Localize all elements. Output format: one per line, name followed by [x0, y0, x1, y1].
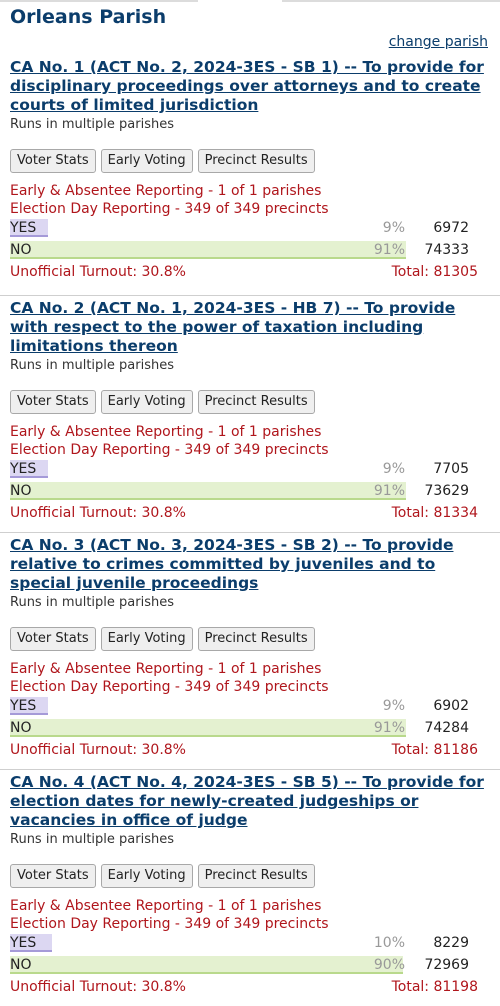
choice-no-row	[10, 240, 490, 262]
choice-no-votes: 74333	[424, 242, 469, 258]
race-scope-note: Runs in multiple parishes	[10, 117, 174, 132]
race-title-link[interactable]: CA No. 4 (ACT No. 4, 2024-3ES - SB 5) -- To provide for election dates for newly-created judgeships or vacancies in office of judge	[10, 773, 484, 829]
choice-yes-percent: 9%	[382, 220, 405, 236]
choice-no-votes: 73629	[424, 483, 469, 499]
turnout-row	[10, 977, 490, 997]
race-title-link[interactable]: CA No. 2 (ACT No. 1, 2024-3ES - HB 7) -- To provide with respect to the power of taxation including limitations thereon	[10, 299, 456, 355]
early-voting-button[interactable]: Early Voting	[101, 864, 193, 888]
voter-stats-button[interactable]: Voter Stats	[10, 627, 96, 651]
choice-yes-label: YES	[10, 461, 37, 477]
voter-stats-button[interactable]: Voter Stats	[10, 149, 96, 173]
race-scope-note: Runs in multiple parishes	[10, 358, 174, 373]
turnout-row	[10, 262, 490, 282]
choice-no-label: NO	[10, 483, 32, 499]
precinct-results-button[interactable]: Precinct Results	[198, 627, 315, 651]
choice-no-label: NO	[10, 720, 32, 736]
choice-yes-percent: 9%	[382, 461, 405, 477]
early-absentee-reporting: Early & Absentee Reporting - 1 of 1 parishes	[10, 183, 322, 199]
race-button-row	[10, 149, 490, 173]
race-title-link[interactable]: CA No. 1 (ACT No. 2, 2024-3ES - SB 1) -- To provide for disciplinary proceedings over attorneys and to create courts of limited jurisdiction	[10, 58, 484, 114]
race-scope-note: Runs in multiple parishes	[10, 832, 174, 847]
precinct-results-button[interactable]: Precinct Results	[198, 390, 315, 414]
choice-yes-label: YES	[10, 220, 37, 236]
race-card	[0, 532, 500, 769]
election-day-reporting: Election Day Reporting - 349 of 349 precincts	[10, 916, 329, 932]
race-button-row	[10, 864, 490, 888]
choice-no-percent: 91%	[373, 242, 405, 258]
race-list	[0, 58, 500, 1006]
precinct-results-button[interactable]: Precinct Results	[198, 864, 315, 888]
voter-stats-button[interactable]: Voter Stats	[10, 390, 96, 414]
unofficial-turnout: Unofficial Turnout: 30.8%	[10, 264, 186, 280]
choice-yes-percent: 9%	[382, 698, 405, 714]
election-day-reporting: Election Day Reporting - 349 of 349 precincts	[10, 201, 329, 217]
election-day-reporting: Election Day Reporting - 349 of 349 precincts	[10, 679, 329, 695]
choice-no-label: NO	[10, 242, 32, 258]
race-card	[0, 769, 500, 1006]
early-voting-button[interactable]: Early Voting	[101, 627, 193, 651]
choice-no-row	[10, 481, 490, 503]
race-card	[0, 295, 500, 532]
choice-yes-votes: 6972	[433, 220, 469, 236]
choice-yes-label: YES	[10, 698, 37, 714]
race-button-row	[10, 390, 490, 414]
unofficial-turnout: Unofficial Turnout: 30.8%	[10, 979, 186, 995]
top-tab-strip	[0, 0, 500, 2]
precinct-results-button[interactable]: Precinct Results	[198, 149, 315, 173]
early-absentee-reporting: Early & Absentee Reporting - 1 of 1 parishes	[10, 898, 322, 914]
choice-yes-votes: 7705	[433, 461, 469, 477]
total-votes: Total: 81186	[391, 742, 478, 758]
choice-yes-row	[10, 933, 490, 955]
choice-yes-votes: 8229	[433, 935, 469, 951]
tab-edge-left	[0, 0, 198, 2]
choice-no-label: NO	[10, 957, 32, 973]
voter-stats-button[interactable]: Voter Stats	[10, 864, 96, 888]
choice-no-votes: 74284	[424, 720, 469, 736]
choice-yes-votes: 6902	[433, 698, 469, 714]
no-result-bar	[10, 241, 406, 259]
early-voting-button[interactable]: Early Voting	[101, 149, 193, 173]
choice-no-percent: 91%	[373, 720, 405, 736]
no-result-bar	[10, 482, 406, 500]
choice-no-row	[10, 955, 490, 977]
total-votes: Total: 81305	[391, 264, 478, 280]
choice-no-percent: 91%	[373, 483, 405, 499]
election-day-reporting: Election Day Reporting - 349 of 349 precincts	[10, 442, 329, 458]
choice-yes-row	[10, 696, 490, 718]
race-scope-note: Runs in multiple parishes	[10, 595, 174, 610]
race-button-row	[10, 627, 490, 651]
choice-no-votes: 72969	[424, 957, 469, 973]
early-absentee-reporting: Early & Absentee Reporting - 1 of 1 parishes	[10, 661, 322, 677]
turnout-row	[10, 740, 490, 760]
choice-yes-label: YES	[10, 935, 37, 951]
choice-yes-row	[10, 459, 490, 481]
unofficial-turnout: Unofficial Turnout: 30.8%	[10, 742, 186, 758]
choice-yes-percent: 10%	[373, 935, 405, 951]
unofficial-turnout: Unofficial Turnout: 30.8%	[10, 505, 186, 521]
choice-no-row	[10, 718, 490, 740]
choice-no-percent: 90%	[373, 957, 405, 973]
early-absentee-reporting: Early & Absentee Reporting - 1 of 1 parishes	[10, 424, 322, 440]
turnout-row	[10, 503, 490, 523]
total-votes: Total: 81198	[391, 979, 478, 995]
tab-edge-right	[282, 0, 500, 2]
race-title-link[interactable]: CA No. 3 (ACT No. 3, 2024-3ES - SB 2) -- To provide relative to crimes committed by juveniles and to special juvenile proceedings	[10, 536, 454, 592]
parish-title: Orleans Parish	[10, 6, 167, 28]
early-voting-button[interactable]: Early Voting	[101, 390, 193, 414]
change-parish-link[interactable]: change parish	[388, 34, 488, 50]
total-votes: Total: 81334	[391, 505, 478, 521]
race-card	[0, 58, 500, 295]
no-result-bar	[10, 956, 403, 974]
choice-yes-row	[10, 218, 490, 240]
no-result-bar	[10, 719, 406, 737]
